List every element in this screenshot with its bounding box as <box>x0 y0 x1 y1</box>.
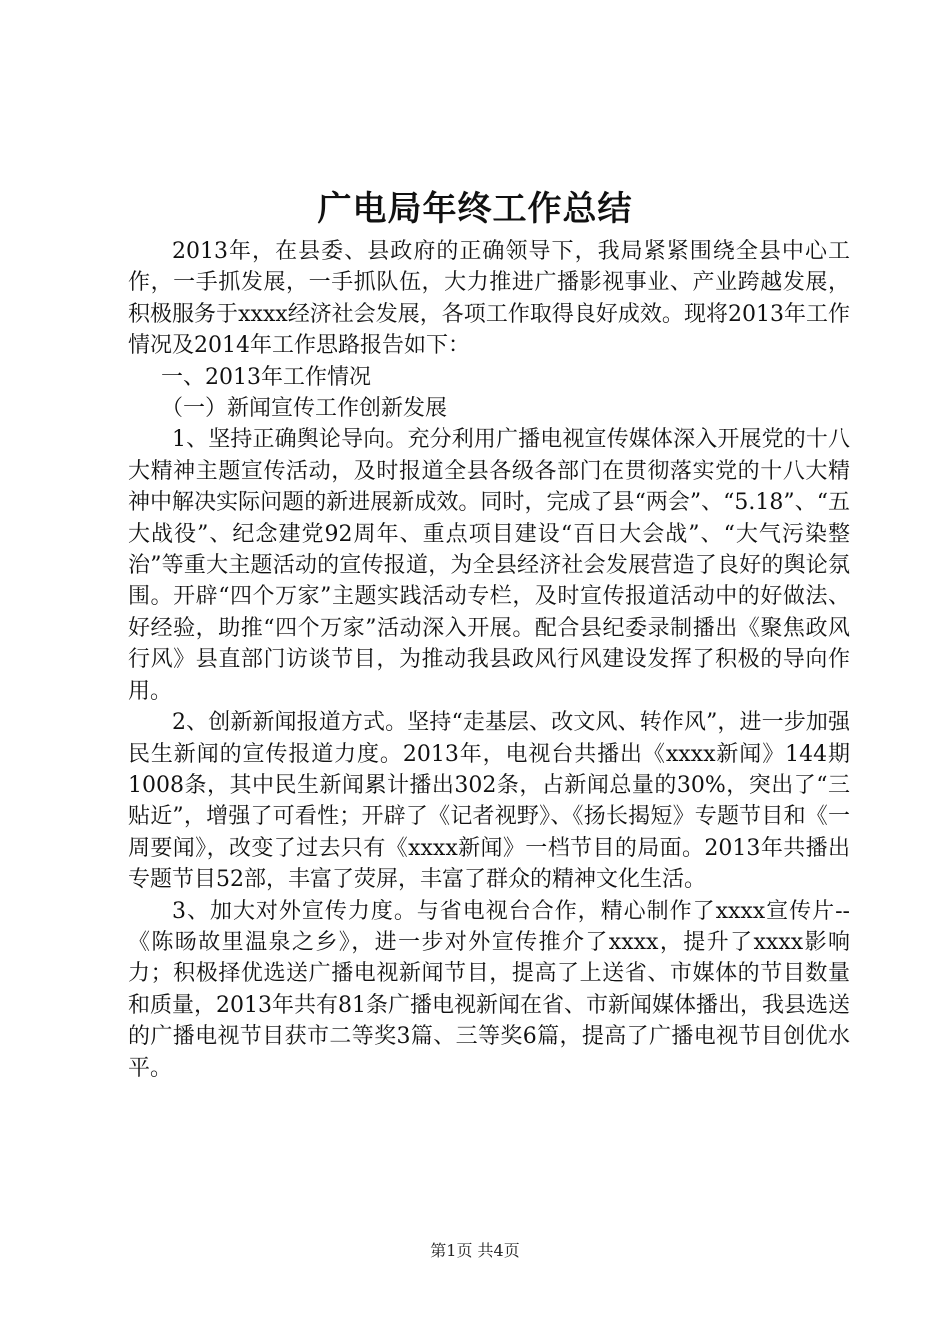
subsection-heading: （一）新闻宣传工作创新发展 <box>161 396 448 422</box>
document-title: 广电局年终工作总结 <box>317 189 633 229</box>
body-paragraph: 2、创新新闻报道方式。坚持“走基层、改文风、转作风”，进一步加强民生新闻的宣传报道力度。2013年，电视台共播出《xxxx新闻》144期1008条，其中民生新闻累计播出302条，占新闻总量的30%，突出了“三贴近”，增强了可看性；开辟了《记者视野》、《扬长揭短》专题节目和《一周要闻》，改变了过去只有《xxxx新闻》一档节目的局面。2013年共播出专题节目52部，丰富了荧屏，丰富了群众的精神文化生活。 <box>128 710 850 893</box>
intro-paragraph: 2013年，在县委、县政府的正确领导下，我局紧紧围绕全县中心工作，一手抓发展，一手抓队伍，大力推进广播影视事业、产业跨越发展，积极服务于xxxx经济社会发展，各项工作取得良好成效。现将2013年工作情况及2014年工作思路报告如下： <box>128 239 850 359</box>
document-body <box>128 236 850 1084</box>
body-paragraph: 1、坚持正确舆论导向。充分利用广播电视宣传媒体深入开展党的十八大精神主题宣传活动，及时报道全县各级各部门在贯彻落实党的十八大精神中解决实际问题的新进展新成效。同时，完成了县“两会”、“5.18”、“五大战役”、纪念建党92周年、重点项目建设“百日大会战”、“大气污染整治”等重大主题活动的宣传报道，为全县经济社会发展营造了良好的舆论氛围。开辟“四个万家”主题实践活动专栏，及时宣传报道活动中的好做法、好经验，助推“四个万家”活动深入开展。配合县纪委录制播出《聚焦政风行风》县直部门访谈节目，为推动我县政风行风建设发挥了积极的导向作用。 <box>128 427 850 704</box>
body-paragraph: 3、加大对外宣传力度。与省电视台合作，精心制作了xxxx宣传片--《陈旸故里温泉之乡》，进一步对外宣传推介了xxxx，提升了xxxx影响力；积极择优选送广播电视新闻节目，提高了上送省、市媒体的节目数量和质量，2013年共有81条广播电视新闻在省、市新闻媒体播出，我县选送的广播电视节目获市二等奖3篇、三等奖6篇，提高了广播电视节目创优水平。 <box>128 898 850 1081</box>
section-heading: 一、2013年工作情况 <box>161 364 371 390</box>
page-number-footer: 第1页 共4页 <box>430 1241 520 1260</box>
